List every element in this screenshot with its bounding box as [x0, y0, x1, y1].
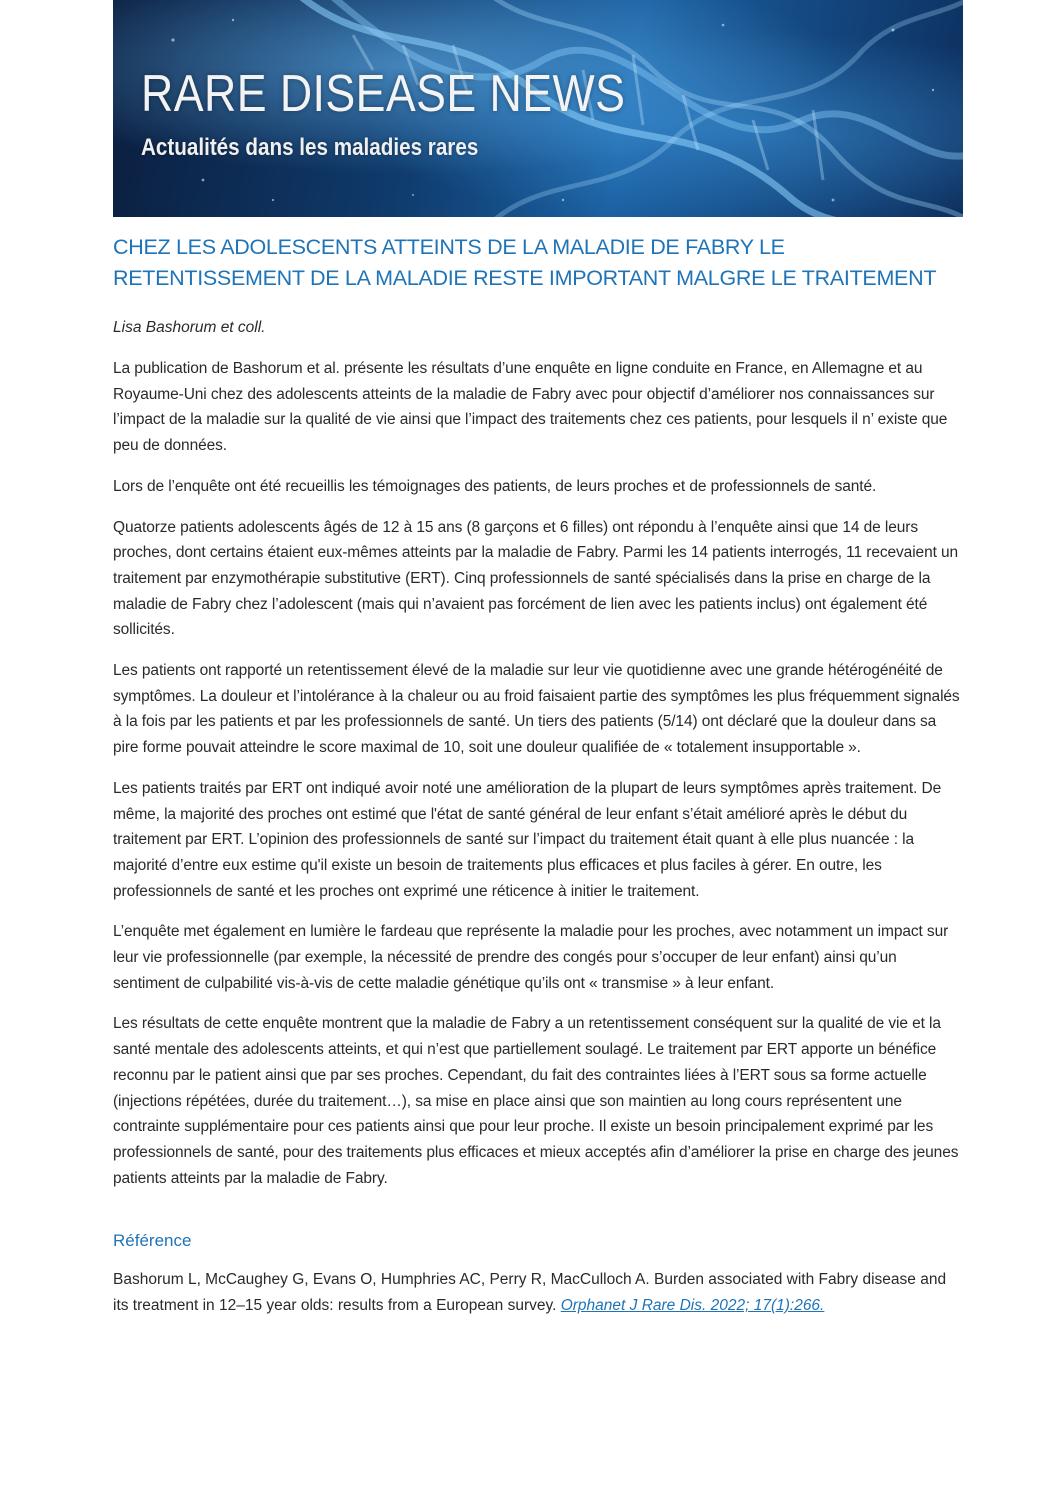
article-title: CHEZ LES ADOLESCENTS ATTEINTS DE LA MALADIE DE FABRY LE RETENTISSEMENT DE LA MALADIE RESTE IMPORTANT MALGRE LE TRAITEMENT — [113, 235, 937, 290]
paragraph: L’enquête met également en lumière le fardeau que représente la maladie pour les proches, avec notamment un impact sur leur vie professionnelle (par exemple, la nécessité de prendre des congés pour s’occuper de leur enfant) ainsi qu’un sentiment de culpabilité vis-à-vis de cette maladie génétique qu’ils ont « transmise » à leur enfant. — [113, 923, 949, 992]
article-body — [113, 232, 965, 1319]
reference-link[interactable]: Orphanet J Rare Dis. 2022; 17(1):266. — [560, 1297, 825, 1315]
header-banner — [113, 0, 963, 217]
reference-heading: Référence — [113, 1231, 192, 1251]
paragraph: La publication de Bashorum et al. présente les résultats d’une enquête en ligne conduite en France, en Allemagne et au Royaume-Uni chez des adolescents atteints de la maladie de Fabry avec pour objectif d’améliorer nos connaissances sur l’impact de la maladie sur la qualité de vie ainsi que l’impact des traitements chez ces patients, pour lesquels il n’ existe que peu de données. — [113, 360, 948, 455]
publication-subtitle: Actualités dans les maladies rares — [141, 134, 479, 161]
publication-title: RARE DISEASE NEWS — [141, 65, 626, 123]
paragraph: Les patients traités par ERT ont indiqué avoir noté une amélioration de la plupart de leurs symptômes après traitement. De même, la majorité des proches ont estimé que l'état de santé général de leur enfant s’était amélioré après le début du traitement par ERT. L’opinion des professionnels de santé sur l’impact du traitement était quant à elle plus nuancée : la majorité d’entre eux estime qu'il existe un besoin de traitements plus efficaces et plus faciles à gérer. En outre, les professionnels de santé et les proches ont exprimé une réticence à initier le traitement. — [113, 779, 942, 900]
paragraph: Lors de l’enquête ont été recueillis les témoignages des patients, de leurs proches et de professionnels de santé. — [113, 477, 877, 495]
article-authors: Lisa Bashorum et coll. — [113, 319, 266, 336]
paragraph: Quatorze patients adolescents âgés de 12 à 15 ans (8 garçons et 6 filles) ont répondu à l’enquête ainsi que 14 de leurs proches, dont certains étaient eux-mêmes atteints par la maladie de Fabry. Parmi les 14 patients interrogés, 11 recevaient un traitement par enzymothérapie substitutive (ERT). Cinq professionnels de santé spécialisés dans la prise en charge de la maladie de Fabry chez l’adolescent (mais qui n’avaient pas forcément de lien avec les patients inclus) ont également été sollicités. — [113, 518, 959, 639]
paragraph: Les patients ont rapporté un retentissement élevé de la maladie sur leur vie quotidienne avec une grande hétérogénéité de symptômes. La douleur et l’intolérance à la chaleur ou au froid faisaient partie des symptômes les plus fréquemment signalés à la fois par les patients et par les professionnels de santé. Un tiers des patients (5/14) ont déclaré que la douleur dans sa pire forme pouvait atteindre le score maximal de 10, soit une douleur qualifiée de « totalement insupportable ». — [113, 662, 960, 757]
paragraph: Les résultats de cette enquête montrent que la maladie de Fabry a un retentissement conséquent sur la qualité de vie et la santé mentale des adolescents atteints, et qui n’est que partiellement soulagé. Le traitement par ERT apporte un bénéfice reconnu par le patient ainsi que par ses proches. Cependant, du fait des contraintes liées à l’ERT sous sa forme actuelle (injections répétées, durée du traitement…), sa mise en place ainsi que son maintien au long cours représentent une contrainte supplémentaire pour ces patients ainsi que pour leur proche. Il existe un besoin principalement exprimé par les professionnels de santé, pour des traitements plus efficaces et mieux acceptés afin d’améliorer la prise en charge des jeunes patients atteints par la maladie de Fabry. — [113, 1015, 959, 1187]
reference-text: Bashorum L, McCaughey G, Evans O, Humphries AC, Perry R, MacCulloch A. Burden associated with Fabry disease and its treatment in 12–15 year olds: results from a European survey. — [113, 1271, 947, 1315]
reference-citation — [113, 1267, 965, 1318]
